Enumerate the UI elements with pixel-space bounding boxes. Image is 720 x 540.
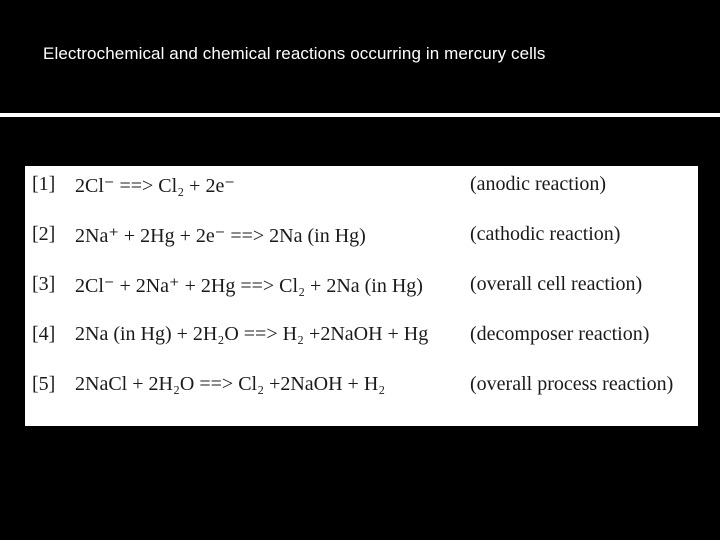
reaction-equation: 2Na⁺ + 2Hg + 2e⁻ ==> 2Na (in Hg) — [75, 225, 366, 247]
title-divider — [0, 113, 720, 117]
reaction-number: [4] — [32, 323, 56, 345]
reaction-label: (anodic reaction) — [470, 173, 607, 195]
reaction-row-anodic — [25, 169, 698, 199]
slide-title: Electrochemical and chemical reactions occurring in mercury cells — [43, 44, 546, 63]
reaction-equations-panel — [25, 166, 698, 426]
reaction-equation: 2Na (in Hg) + 2H₂O ==> H₂ +2NaOH + Hg — [75, 323, 429, 345]
reaction-number: [2] — [32, 223, 56, 245]
reaction-row-overall-process — [25, 369, 698, 399]
reaction-row-overall-cell — [25, 269, 698, 299]
reaction-number: [1] — [32, 173, 56, 195]
reaction-number: [3] — [32, 273, 56, 295]
reaction-label: (overall process reaction) — [470, 373, 674, 395]
reaction-row-cathodic — [25, 219, 698, 249]
reaction-row-decomposer — [25, 319, 698, 349]
reaction-label: (cathodic reaction) — [470, 223, 621, 245]
reaction-equation: 2Cl⁻ + 2Na⁺ + 2Hg ==> Cl₂ + 2Na (in Hg) — [75, 275, 423, 297]
reaction-label: (overall cell reaction) — [470, 273, 643, 295]
reaction-number: [5] — [32, 373, 56, 395]
reaction-equation: 2NaCl + 2H₂O ==> Cl₂ +2NaOH + H₂ — [75, 373, 386, 395]
reaction-label: (decomposer reaction) — [470, 323, 650, 345]
reaction-equation: 2Cl⁻ ==> Cl₂ + 2e⁻ — [75, 175, 235, 197]
